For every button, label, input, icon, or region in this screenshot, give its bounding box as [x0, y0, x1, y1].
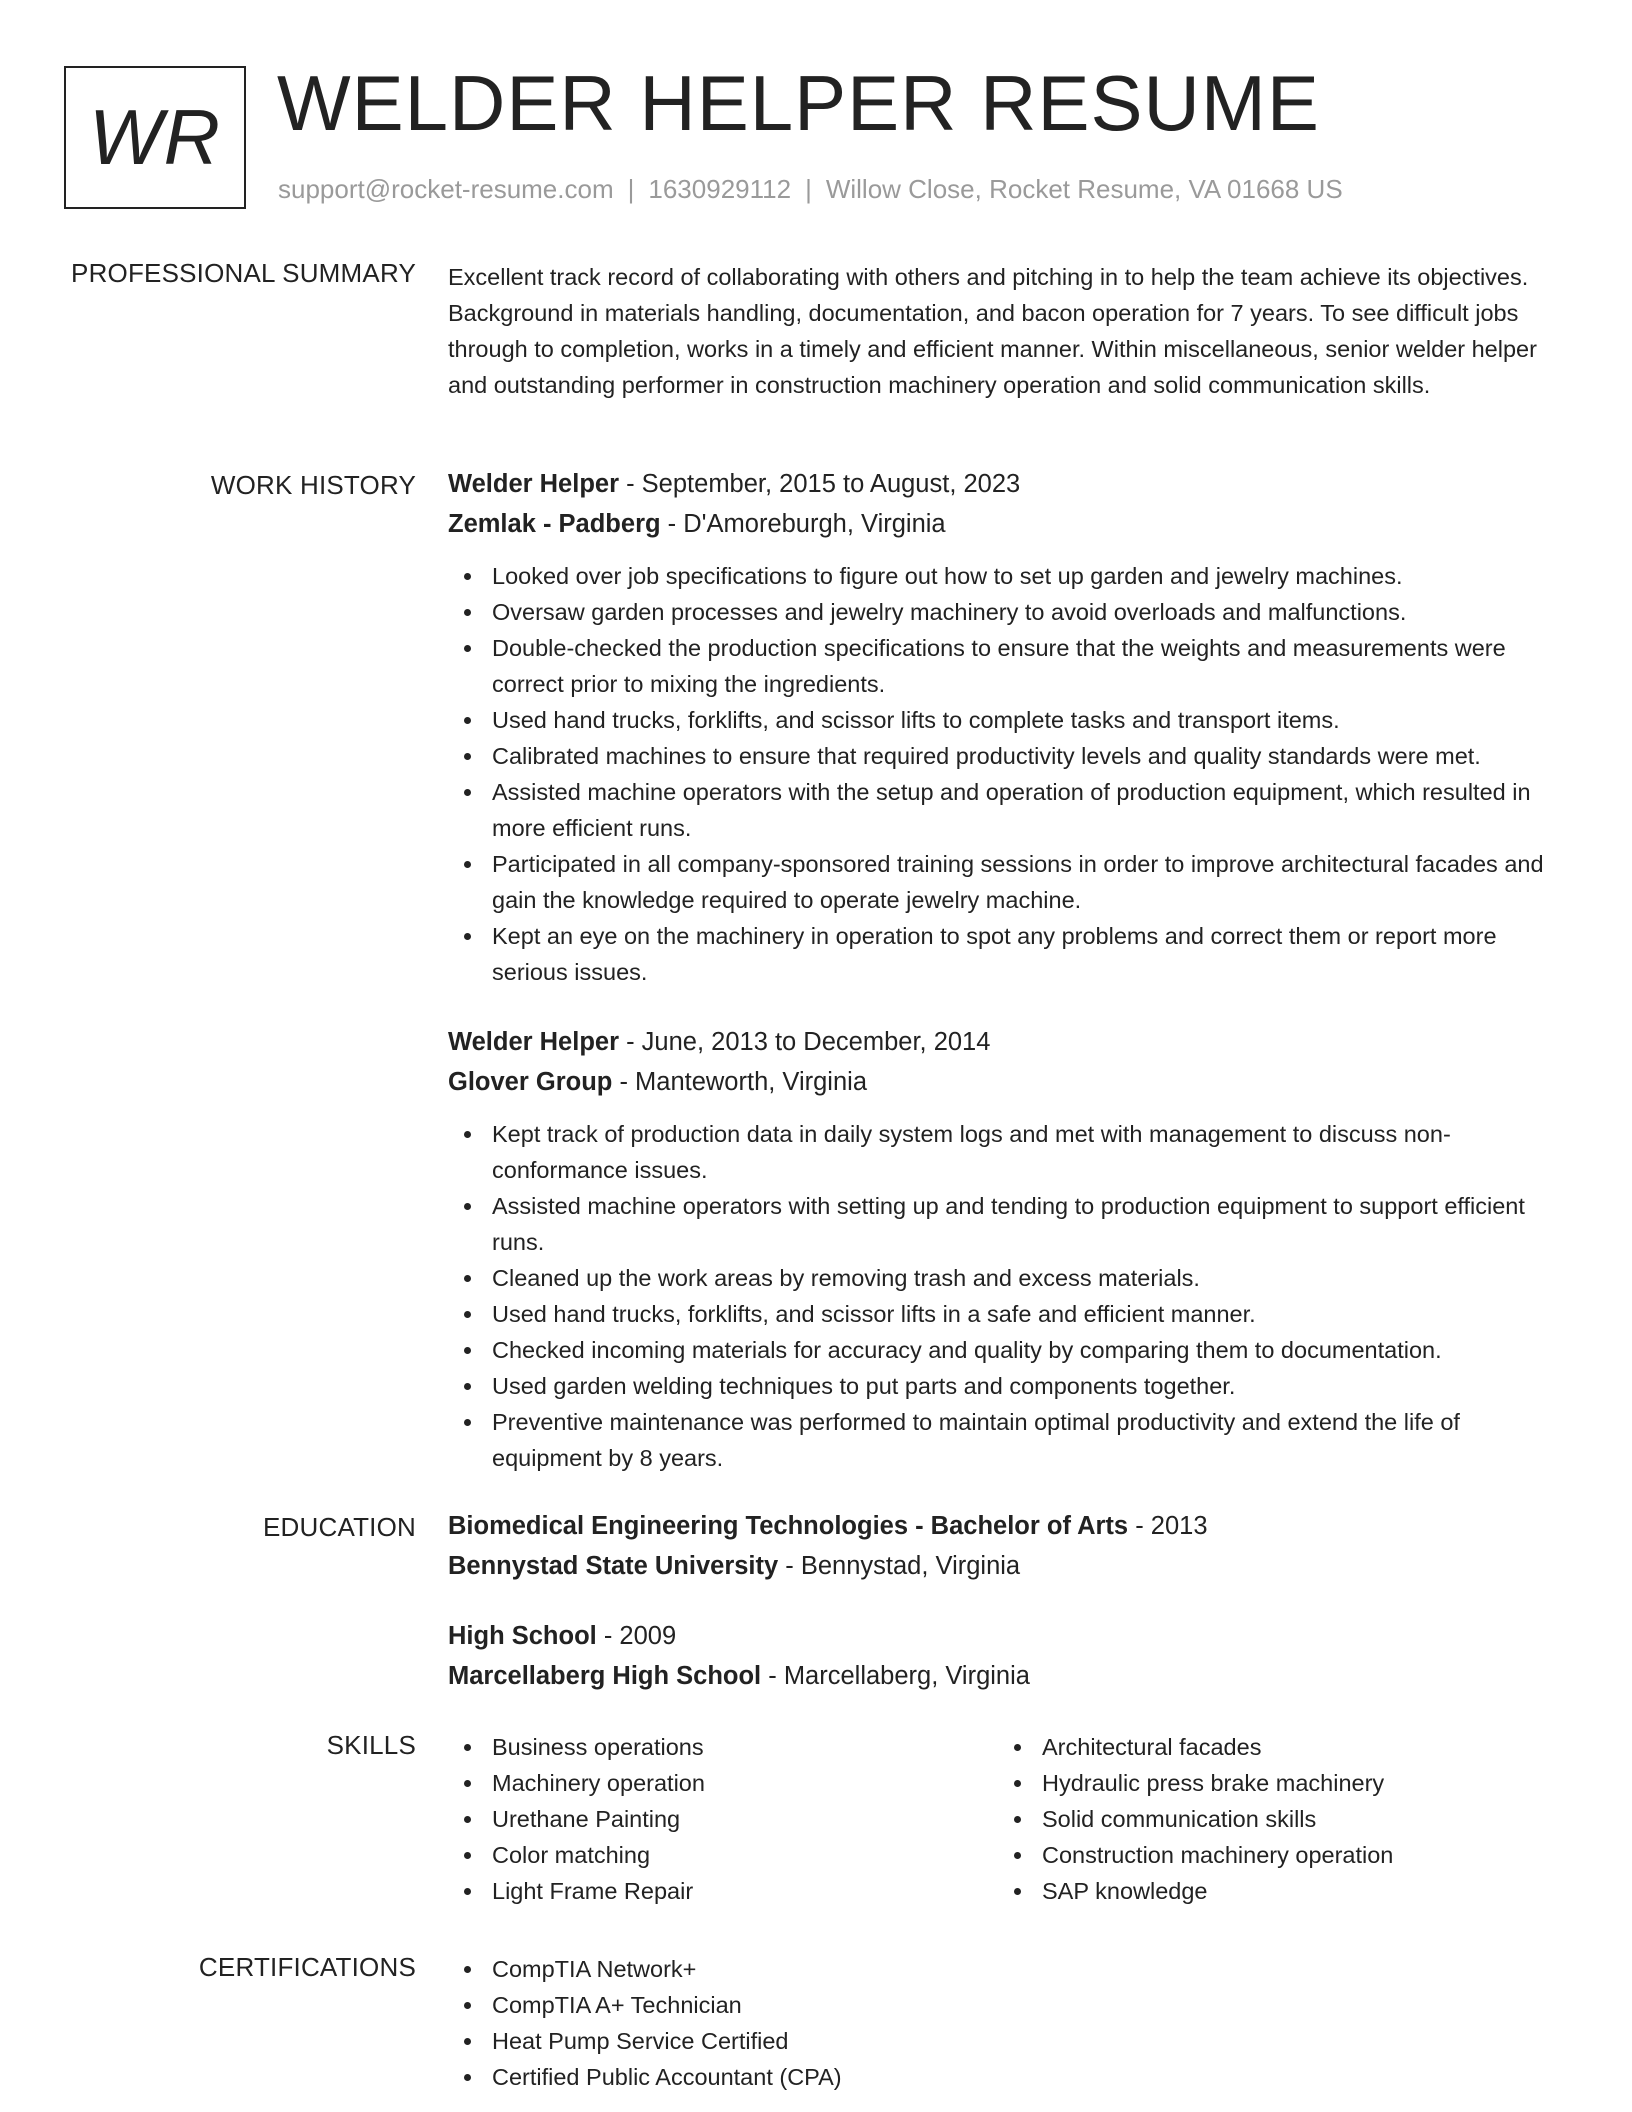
list-item: Construction machinery operation [998, 1837, 1548, 1873]
section-label-certifications: CERTIFICATIONS [198, 1952, 416, 1982]
education-year: - 2013 [1128, 1512, 1208, 1540]
list-item: Double-checked the production specifications to ensure that the weights and measurements were correct prior to mixing the ingredients. [448, 630, 1568, 702]
education-school-line [448, 1656, 1568, 1696]
list-item: CompTIA A+ Technician [448, 1987, 1568, 2023]
list-item: Light Frame Repair [448, 1873, 998, 1909]
section-label-education: EDUCATION [263, 1512, 416, 1542]
monogram-logo [64, 66, 246, 209]
list-item: Looked over job specifications to figure out how to set up garden and jewelry machines. [448, 558, 1568, 594]
list-item: Cleaned up the work areas by removing trash and excess materials. [448, 1260, 1568, 1296]
list-item: Used hand trucks, forklifts, and scissor lifts in a safe and efficient manner. [448, 1296, 1568, 1332]
job-dates: - September, 2015 to August, 2023 [619, 470, 1021, 498]
job-title-line [448, 464, 1568, 504]
certifications-list [448, 1951, 1568, 2095]
job-bullets [448, 558, 1568, 990]
monogram-initials: WR [89, 93, 221, 181]
job-entry [448, 464, 1568, 990]
list-item: Calibrated machines to ensure that required productivity levels and quality standards were met. [448, 738, 1568, 774]
education-school: Marcellaberg High School [448, 1662, 762, 1690]
summary-text: Excellent track record of collaborating with others and pitching in to help the team achieve its objectives. Background in materials handling, documentation, and bacon operation for 7 years. To see difficult jobs through to completion, works in a timely and efficient manner. Within miscellaneous, senior welder helper and outstanding performer in construction machinery operation and solid communication skills. [448, 264, 1537, 398]
job-entry [448, 1022, 1568, 1476]
section-label-skills: SKILLS [326, 1730, 416, 1760]
education-school: Bennystad State University [448, 1552, 779, 1580]
job-company: Glover Group [448, 1068, 613, 1096]
job-location: - Manteworth, Virginia [612, 1068, 867, 1096]
contact-email: support@rocket-resume.com [278, 174, 614, 204]
list-item: CompTIA Network+ [448, 1951, 1568, 1987]
education-degree-line [448, 1616, 1568, 1656]
list-item: SAP knowledge [998, 1873, 1548, 1909]
list-item: Checked incoming materials for accuracy and quality by comparing them to documentation. [448, 1332, 1568, 1368]
job-dates: - June, 2013 to December, 2014 [619, 1028, 991, 1056]
contact-separator: | [805, 174, 812, 204]
list-item: Assisted machine operators with setting up and tending to production equipment to support efficient runs. [448, 1188, 1568, 1260]
education-year: - 2009 [596, 1622, 677, 1650]
list-item: Heat Pump Service Certified [448, 2023, 1568, 2059]
list-item: Business operations [448, 1729, 998, 1765]
education-location: - Marcellaberg, Virginia [761, 1662, 1030, 1690]
list-item: Used hand trucks, forklifts, and scissor lifts to complete tasks and transport items. [448, 702, 1568, 738]
education-degree: High School [448, 1622, 597, 1650]
list-item: Architectural facades [998, 1729, 1548, 1765]
contact-address: Willow Close, Rocket Resume, VA 01668 US [825, 174, 1343, 204]
list-item: Urethane Painting [448, 1801, 998, 1837]
list-item: Machinery operation [448, 1765, 998, 1801]
education-location: - Bennystad, Virginia [778, 1552, 1021, 1580]
list-item: Certified Public Accountant (CPA) [448, 2059, 1568, 2095]
list-item: Preventive maintenance was performed to maintain optimal productivity and extend the life of equipment by 8 years. [448, 1404, 1568, 1476]
list-item: Assisted machine operators with the setup and operation of production equipment, which resulted in more efficient runs. [448, 774, 1568, 846]
contact-line [278, 174, 1343, 205]
job-location: - D'Amoreburgh, Virginia [660, 510, 946, 538]
section-label-work: WORK HISTORY [210, 470, 416, 500]
resume-title: WELDER HELPER RESUME [277, 59, 1320, 147]
job-title-line [448, 1022, 1568, 1062]
education-entry [448, 1506, 1568, 1586]
list-item: Oversaw garden processes and jewelry machinery to avoid overloads and malfunctions. [448, 594, 1568, 630]
list-item: Participated in all company-sponsored training sessions in order to improve architectural facades and gain the knowledge required to operate jewelry machine. [448, 846, 1568, 918]
list-item: Color matching [448, 1837, 998, 1873]
job-bullets [448, 1116, 1568, 1476]
section-label-summary: PROFESSIONAL SUMMARY [71, 258, 416, 288]
list-item: Kept an eye on the machinery in operation to spot any problems and correct them or report more serious issues. [448, 918, 1568, 990]
list-item: Solid communication skills [998, 1801, 1548, 1837]
skills-list-left [448, 1729, 998, 1909]
education-school-line [448, 1546, 1568, 1586]
job-title: Welder Helper [448, 1028, 620, 1056]
job-company-line [448, 1062, 1568, 1102]
list-item: Kept track of production data in daily system logs and met with management to discuss non-conformance issues. [448, 1116, 1568, 1188]
education-degree-line [448, 1506, 1568, 1546]
contact-separator: | [627, 174, 635, 204]
job-company: Zemlak - Padberg [448, 510, 661, 538]
contact-phone: 1630929112 [648, 174, 792, 204]
job-company-line [448, 504, 1568, 544]
list-item: Hydraulic press brake machinery [998, 1765, 1548, 1801]
skills-list-right [998, 1729, 1548, 1909]
job-title: Welder Helper [448, 470, 620, 498]
education-degree: Biomedical Engineering Technologies - Bachelor of Arts [448, 1512, 1129, 1540]
list-item: Used garden welding techniques to put parts and components together. [448, 1368, 1568, 1404]
education-entry [448, 1616, 1568, 1696]
